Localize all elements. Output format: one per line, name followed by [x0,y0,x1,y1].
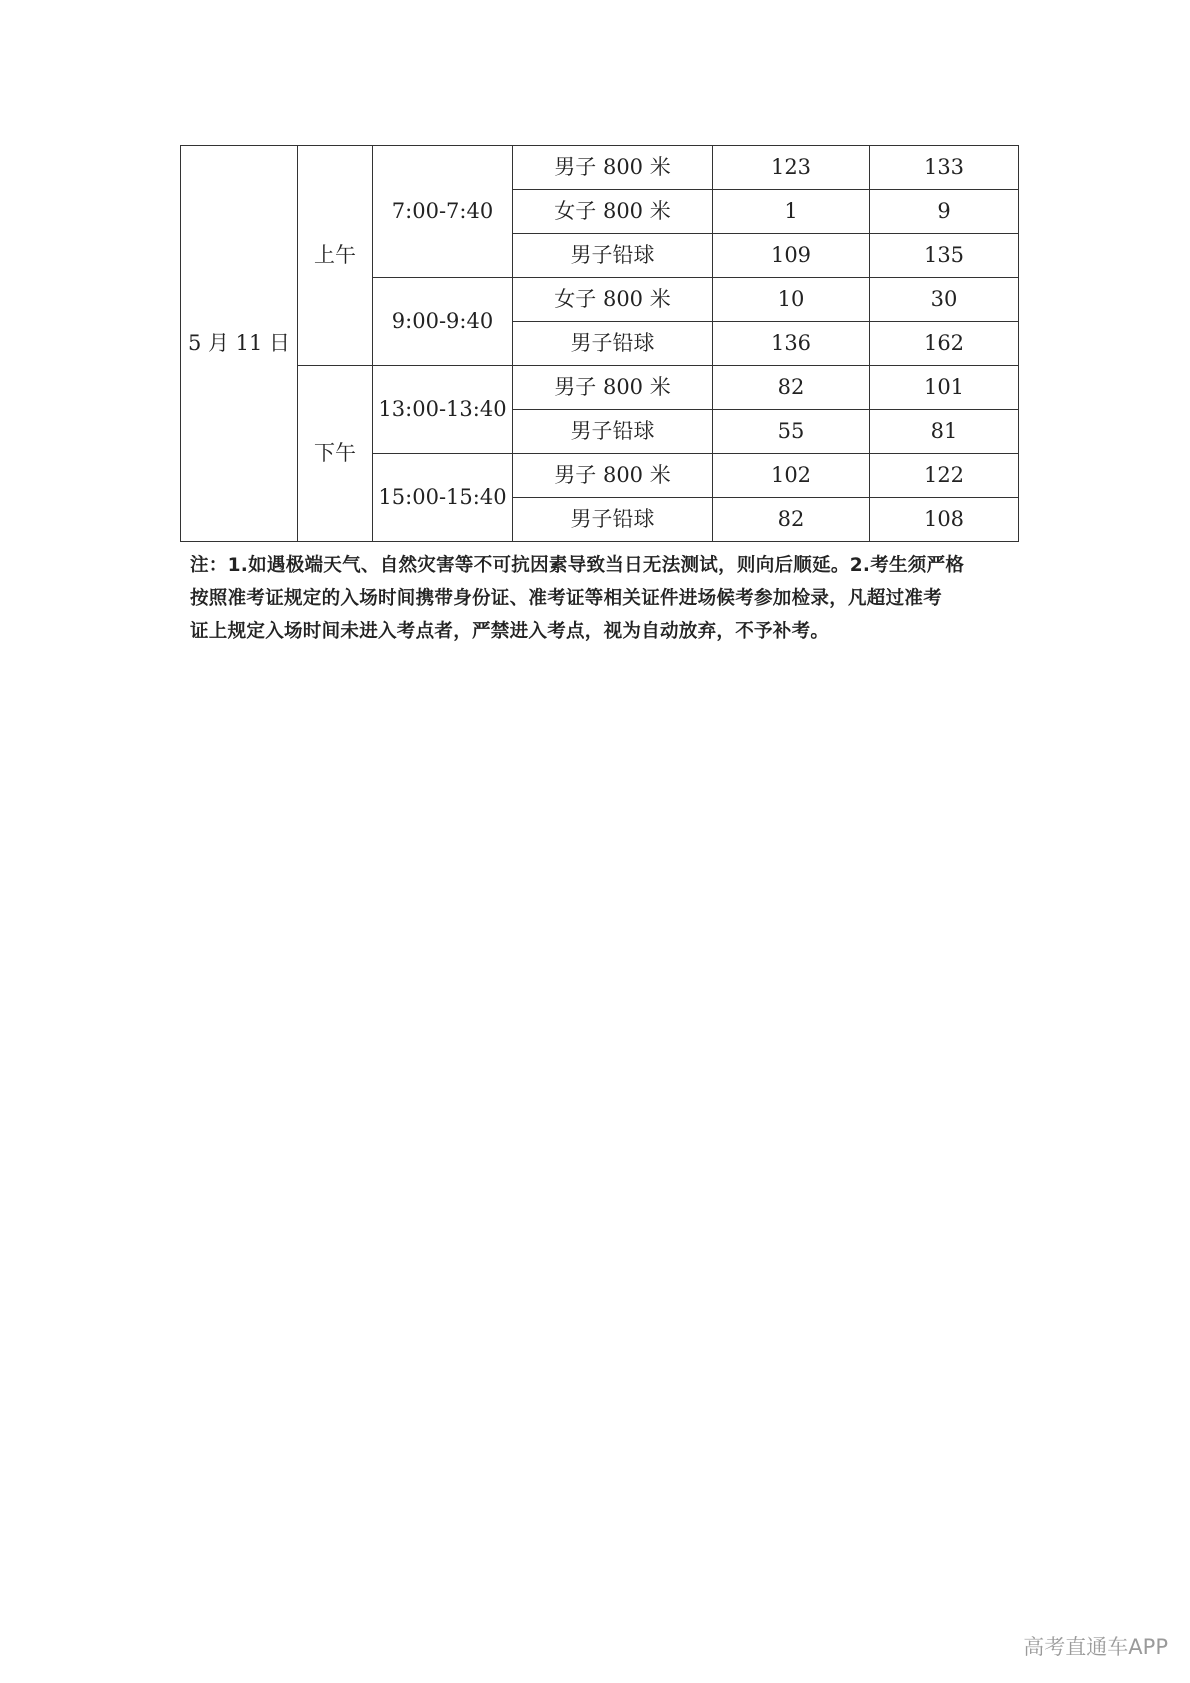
event-cell: 女子 800 米 [513,278,713,322]
event-cell: 男子铅球 [513,410,713,454]
table-row [181,366,1019,410]
end-number-cell: 108 [870,498,1019,542]
time-slot-cell: 15:00-15:40 [373,454,513,542]
note-line: 按照准考证规定的入场时间携带身份证、准考证等相关证件进场候考参加检录，凡超过准考 [190,588,943,609]
period-cell: 下午 [298,366,373,542]
event-cell: 男子铅球 [513,234,713,278]
period-cell: 上午 [298,146,373,366]
start-number-cell: 1 [713,190,870,234]
start-number-cell: 82 [713,498,870,542]
start-number-cell: 10 [713,278,870,322]
start-number-cell: 82 [713,366,870,410]
date-cell: 5 月 11 日 [181,146,298,542]
event-cell: 男子铅球 [513,322,713,366]
time-slot-cell: 13:00-13:40 [373,366,513,454]
end-number-cell: 135 [870,234,1019,278]
end-number-cell: 162 [870,322,1019,366]
note-line: 证上规定入场时间未进入考点者，严禁进入考点，视为自动放弃，不予补考。 [190,621,830,642]
end-number-cell: 30 [870,278,1019,322]
end-number-cell: 122 [870,454,1019,498]
event-cell: 男子铅球 [513,498,713,542]
time-slot-cell: 9:00-9:40 [373,278,513,366]
note-paragraph [190,549,1030,648]
table-row [181,146,1019,190]
end-number-cell: 133 [870,146,1019,190]
start-number-cell: 123 [713,146,870,190]
schedule-table [180,145,1019,542]
end-number-cell: 81 [870,410,1019,454]
event-cell: 男子 800 米 [513,454,713,498]
end-number-cell: 101 [870,366,1019,410]
note-line: 注：1.如遇极端天气、自然灾害等不可抗因素导致当日无法测试，则向后顺延。2.考生须严格 [190,555,965,576]
start-number-cell: 136 [713,322,870,366]
end-number-cell: 9 [870,190,1019,234]
event-cell: 男子 800 米 [513,146,713,190]
start-number-cell: 102 [713,454,870,498]
event-cell: 男子 800 米 [513,366,713,410]
watermark: 高考直通车APP [1023,1635,1168,1659]
start-number-cell: 55 [713,410,870,454]
start-number-cell: 109 [713,234,870,278]
event-cell: 女子 800 米 [513,190,713,234]
time-slot-cell: 7:00-7:40 [373,146,513,278]
